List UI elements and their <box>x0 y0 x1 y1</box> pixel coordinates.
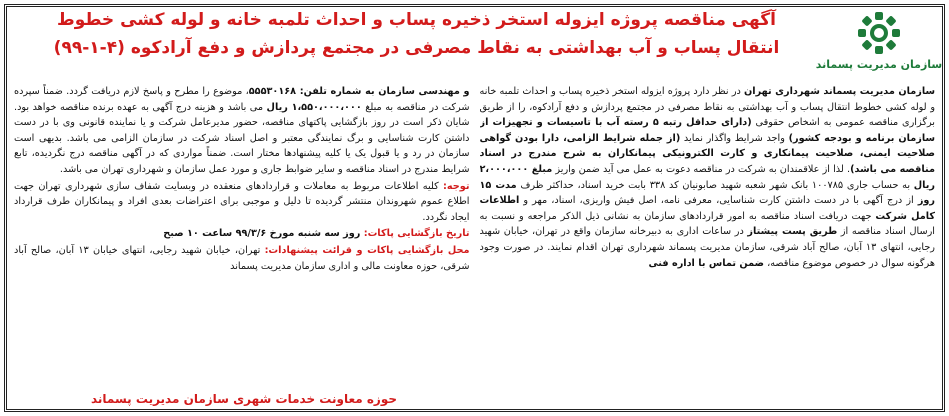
notice-body <box>14 84 935 382</box>
right-column <box>480 84 936 382</box>
express-post: طریق پست پیشتاز <box>747 226 838 238</box>
body-text: واجد شرایط واگذار نماید <box>680 132 789 144</box>
right-paragraph <box>480 84 936 271</box>
body-text: از درج آگهی با در دست داشتن کارت شناسایی، معرفی نامه، اصل فیش واریزی، اسناد، مهر و <box>519 195 918 207</box>
body-text: جهت دریافت اسناد مناقصه به امور قراردادهای سازمان به نشانی ذیل الذکر مراجعه و نسبت به ارسال اسناد مناقصه از <box>479 210 935 238</box>
body-text: ، موضوع را مطرح و پاسخ لازم دریافت گردد. ضمناً سپرده شرکت در مناقصه به مبلغ <box>14 86 470 113</box>
opening-date-paragraph <box>14 226 470 242</box>
note-paragraph <box>14 179 470 226</box>
opening-place-value: تهران، خیابان شهید رجایی، انتهای خیابان ۱۳ آبان، صالح آباد شرقی، حوزه معاونت مالی و اداری سازمان مدیریت پسماند <box>14 244 470 272</box>
company-info: اطلاعات کامل شرکت <box>479 195 935 222</box>
note-text: کلیه اطلاعات مربوط به معاملات و قراردادهای منعقده در وبسایت شفاف سازی شهرداری تهران جهت اطلاع عموم شهروندان منتشر گردیده تا دلیل و موجبی برای اعتراضات بعدی افراد و پیمانکاران طرف قرارداد ایجاد نگردد. <box>14 180 470 223</box>
logo-caption: سازمان مدیریت پسماند <box>815 58 943 71</box>
left-paragraph <box>14 84 470 178</box>
qualification-requirement: (دارای حداقل رتبه ۵ رسته آب با تاسیسات و تجهیزات از سازمان برنامه و بودجه کشور) <box>479 117 935 144</box>
opening-place-paragraph <box>14 243 470 274</box>
document-fee: مبلغ ۲،۰۰۰،۰۰۰ ریال <box>479 163 935 191</box>
opening-place-label: محل بازگشایی پاکات و قرائت پیشنهادات: <box>264 244 470 256</box>
body-text: . لذا از علاقمندان به شرکت در مناقصه دعوت به عمل می آید ضمن واریز <box>552 163 851 175</box>
title-line-2: انتقال پساب و آب بهداشتی به نقاط مصرفی در مجتمع پردازش و دفع آرادکوه (۴-۱-۹۹) <box>53 38 780 58</box>
deposit-amount: ۱،۵۵۰،۰۰۰،۰۰۰ ریال <box>266 101 362 113</box>
mandatory-conditions: (از جمله شرایط الزامی، دارا بودن گواهی صلاحیت ایمنی، صلاحیت پیمانکاری و کارت الکترونیکی پیمانکاران به شرح مندرج در اسناد مناقصه می باشد) <box>479 132 935 175</box>
opening-date-value: روز سه شنبه مورخ ۹۹/۳/۶ ساعت ۱۰ صبح <box>163 228 364 240</box>
note-label: توجه: <box>443 180 470 192</box>
organization-name: سازمان مدیریت پسماند شهرداری تهران <box>744 86 935 97</box>
body-text: به حساب جاری ۱۰۰۷۸۵ بانک شهر شعبه شهید صابونیان کد ۳۳۸ بابت خرید اسناد، حداکثر ظرف <box>516 179 914 191</box>
title-line-1: آگهی مناقصه پروژه ایزوله استخر ذخیره پساب و احداث تلمبه خانه و لوله کشی خطوط <box>57 10 776 30</box>
body-text: می باشد و هزینه درج آگهی به عهده برنده مناقصه خواهد بود. شایان ذکر است در روز بازگشایی پاکتهای مناقصه، حضور مدیرعامل شرکت و یا نماینده قانونی وی با در دست داشتن کارت شناسایی و برگ نمایندگی معتبر و اصل اسناد شرکت در سازمان الزامی می باشد. بدیهی است سازمان در رد و یا قبول یک یا کلیه پیشنهادها مختار است. ضمناً مواردی که در آگهی مناقصه درج نگردیده، تابع شرایط مندرج در اسناد مناقصه و سایر ضوابط جاری و مورد عمل سازمان و شهرداری تهران می باشد. <box>14 101 470 175</box>
left-column <box>14 84 470 382</box>
organization-logo <box>815 10 943 72</box>
tehran-municipality-emblem-icon <box>856 10 902 56</box>
issuer-signature: حوزه معاونت خدمات شهری سازمان مدیریت پسماند <box>90 392 397 406</box>
body-text: در ساعات اداری به دبیرخانه سازمان واقع در تهران، خیابان شهید رجایی، انتهای ۱۳ آبان، صالح آباد شرقی، سازمان مدیریت پسماند شهرداری تهران اقدام نمایند. در صورت وجود هرگونه سوال در خصوص موضوع مناقصه، <box>479 226 935 269</box>
notice-title <box>14 6 819 62</box>
phone-number: و مهندسی سازمان به شماره تلفن: ۵۵۵۳۰۱۶۸ <box>248 86 470 97</box>
technical-department-contact: ضمن تماس با اداره فنی <box>648 257 764 269</box>
deadline: مدت ۱۵ روز <box>479 179 935 207</box>
opening-date-label: تاریخ بازگشایی پاکات: <box>363 228 470 240</box>
body-text: در نظر دارد پروژه ایزوله استخر ذخیره پساب و احداث تلمبه خانه و لوله کشی خطوط انتقال پساب و آب بهداشتی به نقاط مصرفی در مجتمع پردازش و دفع آرادکوه، را از طریق برگزاری مناقصه عمومی به اشخاص حقوقی <box>479 86 935 129</box>
